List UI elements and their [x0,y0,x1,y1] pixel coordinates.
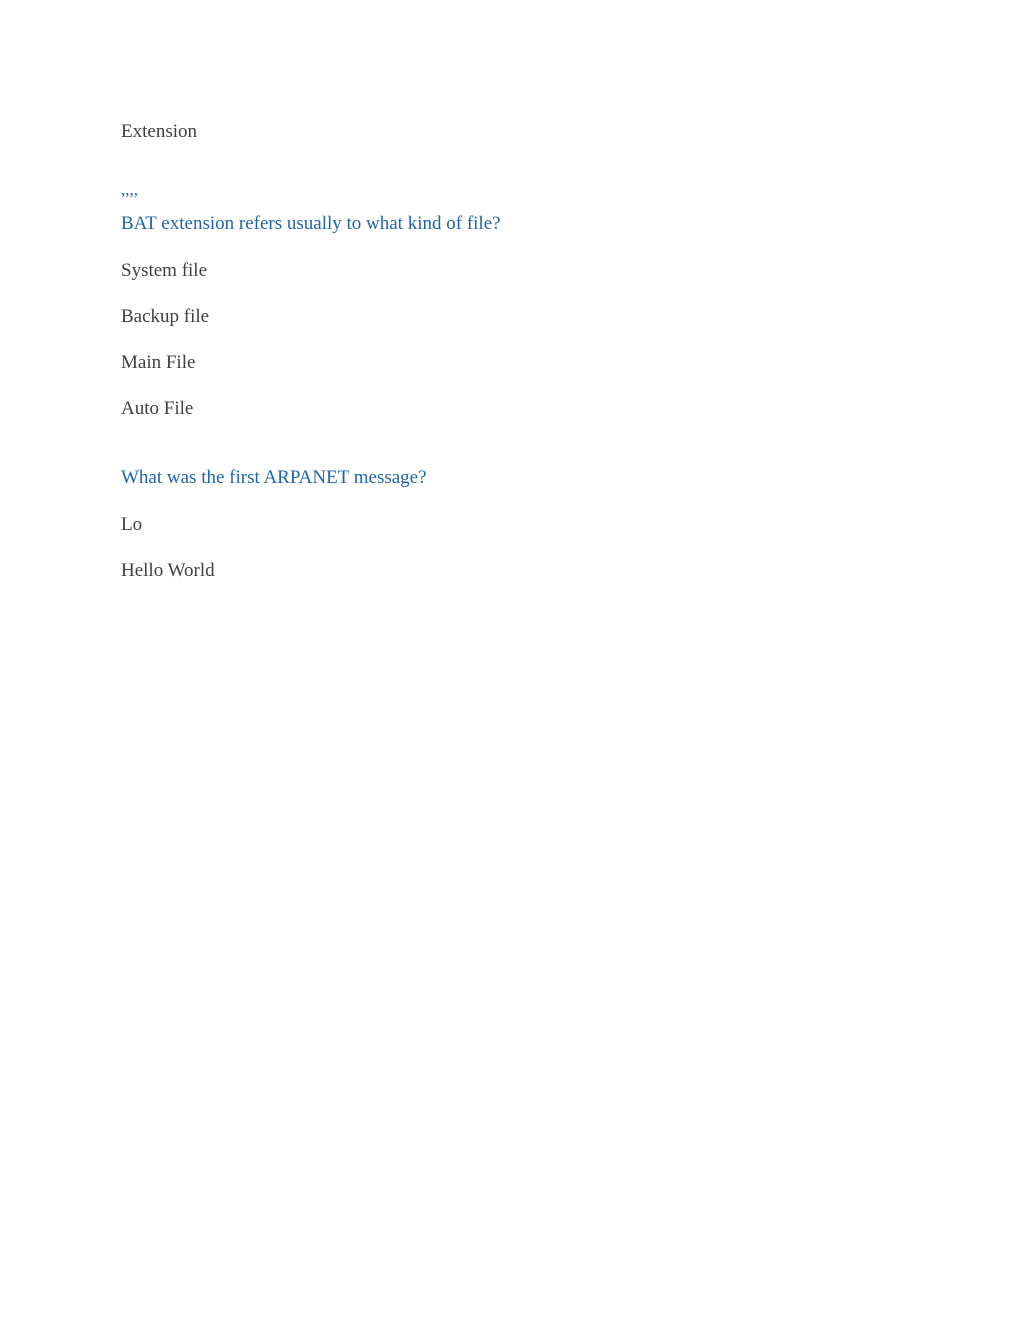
option-auto-file: Auto File [121,398,194,419]
option-lo: Lo [121,514,143,535]
question-bat-extension: BAT extension refers usually to what kind of file? [121,213,501,234]
option-main-file: Main File [121,352,196,373]
answer-text-extension: Extension [121,121,197,142]
separator-commas: ,,,, [121,180,138,199]
option-system-file: System file [121,260,208,281]
option-backup-file: Backup file [121,306,210,327]
question-arpanet-message: What was the first ARPANET message? [121,467,427,488]
option-hello-world: Hello World [121,560,215,581]
